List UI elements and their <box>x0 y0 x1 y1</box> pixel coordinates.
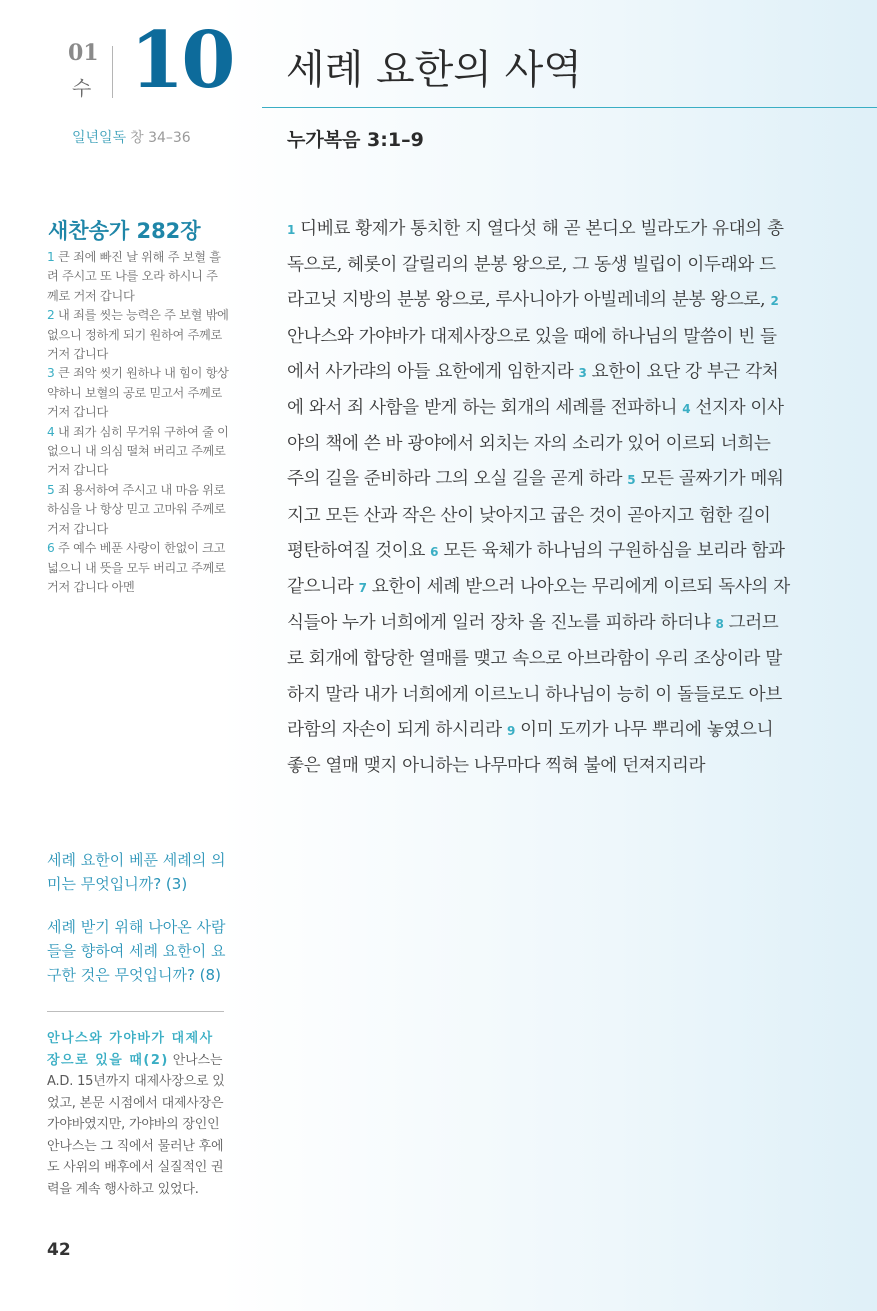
day-number: 10 <box>130 15 233 106</box>
note-divider <box>47 1011 224 1012</box>
hymn-verse-text: 주 예수 베푼 사랑이 한없이 크고 넓으니 내 뜻을 모두 버리고 주께로 거저 갑니다 아멘 <box>47 541 226 594</box>
hymn-verse-text: 내 죄를 씻는 능력은 주 보혈 밖에 없으니 정하게 되기 원하여 주께로 거저 갑니다 <box>47 308 229 362</box>
verse-number: 6 <box>430 544 439 559</box>
scripture-text <box>287 212 790 784</box>
hymn-title: 새찬송가 282장 <box>48 219 201 243</box>
yearly-reading <box>72 127 191 147</box>
verse-number: 7 <box>358 581 367 596</box>
note-heading: 안나스와 가야바가 대제사장으로 있을 때(2) <box>47 1031 214 1068</box>
verse-text: 요한이 세례 받으러 나아오는 무리에게 이르되 독사의 자식들아 누가 너희에게 일러 장차 올 진노를 피하라 하더냐 <box>287 577 790 634</box>
study-note <box>47 1028 227 1200</box>
verse-text: 그러므로 회개에 합당한 열매를 맺고 속으로 아브라함이 우리 조상이라 말하지 말라 내가 너희에게 이르노니 하나님이 능히 이 돌들로도 아브라함의 자손이 되게 하시리라 <box>287 613 782 740</box>
date-divider <box>112 46 113 98</box>
hymn-verse-text: 내 죄가 심히 무거워 구하여 줄 이 없으니 내 의심 떨쳐 버리고 주께로 거저 갑니다 <box>47 424 229 478</box>
verse-number: 1 <box>287 223 295 237</box>
hymn-verse-number: 4 <box>47 424 55 439</box>
verse-text: 모든 골짜기가 메워지고 모든 산과 작은 산이 낮아지고 굽은 것이 곧아지고 험한 길이 평탄하여질 것이요 <box>287 469 784 561</box>
verse-number: 4 <box>682 402 691 417</box>
verse-number: 9 <box>506 723 515 738</box>
hymn-verse <box>47 481 229 539</box>
note-body: 안나스는 A.D. 15년까지 대제사장으로 있었고, 본문 시점에서 대제사장은 가야바였지만, 가야바의 장인인 안나스는 그 직에서 물러난 후에도 사위의 배후에서 실질적인 권력을 계속 행사하고 있었다. <box>47 1052 225 1197</box>
verse-text: 안나스와 가야바가 대제사장으로 있을 때에 하나님의 말씀이 빈 들에서 사가랴의 아들 요한에게 임한지라 <box>287 326 777 382</box>
verse-number: 3 <box>578 365 587 380</box>
month-number: 01 <box>68 40 99 66</box>
verse-text: 선지자 이사야의 책에 쓴 바 광야에서 외치는 자의 소리가 있어 이르되 너희는 주의 길을 준비하라 그의 오실 길을 곧게 하라 <box>287 398 784 490</box>
verse-text: 이미 도끼가 나무 뿌리에 놓였으니 좋은 열매 맺지 아니하는 나무마다 찍혀 불에 던져지리라 <box>287 719 774 777</box>
question-1: 세례 요한이 베푼 세례의 의미는 무엇입니까? (3) <box>47 851 226 893</box>
hymn-verse-text: 죄 용서하여 주시고 내 마음 위로하심을 나 항상 믿고 고마워 주께로 거저 갑니다 <box>47 482 226 536</box>
hymn-verse <box>47 306 229 364</box>
hymn-verse <box>47 539 229 597</box>
yearly-reading-label: 일년일독 <box>72 130 127 146</box>
hymn-verse-number: 5 <box>47 482 55 497</box>
hymn-verse <box>47 423 229 481</box>
weekday: 수 <box>72 76 92 100</box>
hymn-verse-number: 6 <box>47 541 55 556</box>
hymn-verse <box>47 248 229 306</box>
hymn-lyrics <box>47 248 229 597</box>
hymn-verse-number: 2 <box>47 308 55 323</box>
hymn-verse-number: 3 <box>47 366 55 381</box>
hymn-verse-text: 큰 죄에 빠진 날 위해 주 보혈 흘려 주시고 또 나를 오라 하시니 주께로 거저 갑니다 <box>47 250 221 303</box>
yearly-reading-ref: 창 34–36 <box>130 130 191 146</box>
verse-number: 2 <box>770 294 779 309</box>
verse-text: 모든 육체가 하나님의 구원하심을 보리라 함과 같으니라 <box>287 540 785 598</box>
hymn-verse-text: 큰 죄악 씻기 원하나 내 힘이 항상 약하니 보혈의 공로 믿고서 주께로 거저 갑니다 <box>47 366 229 420</box>
page-number: 42 <box>47 1240 71 1260</box>
hymn-verse-number: 1 <box>47 250 55 264</box>
passage-reference: 누가복음 3:1–9 <box>287 129 424 151</box>
title-underline <box>262 107 877 108</box>
hymn-verse <box>47 364 229 422</box>
verse-text: 디베료 황제가 통치한 지 열다섯 해 곧 본디오 빌라도가 유대의 총독으로, 헤롯이 갈릴리의 분봉 왕으로, 그 동생 빌립이 이두래와 드라고닛 지방의 분봉 왕으로, 루사니아가 아빌레네의 분봉 왕으로, <box>287 219 784 311</box>
verse-text: 요한이 요단 강 부근 각처에 와서 죄 사함을 받게 하는 회개의 세례를 전파하니 <box>287 361 779 419</box>
verse-number: 5 <box>627 473 636 488</box>
question-2: 세례 받기 위해 나아온 사람들을 향하여 세례 요한이 요구한 것은 무엇입니까? (8) <box>47 918 226 984</box>
verse-number: 8 <box>715 617 724 632</box>
page-title: 세례 요한의 사역 <box>286 47 582 93</box>
